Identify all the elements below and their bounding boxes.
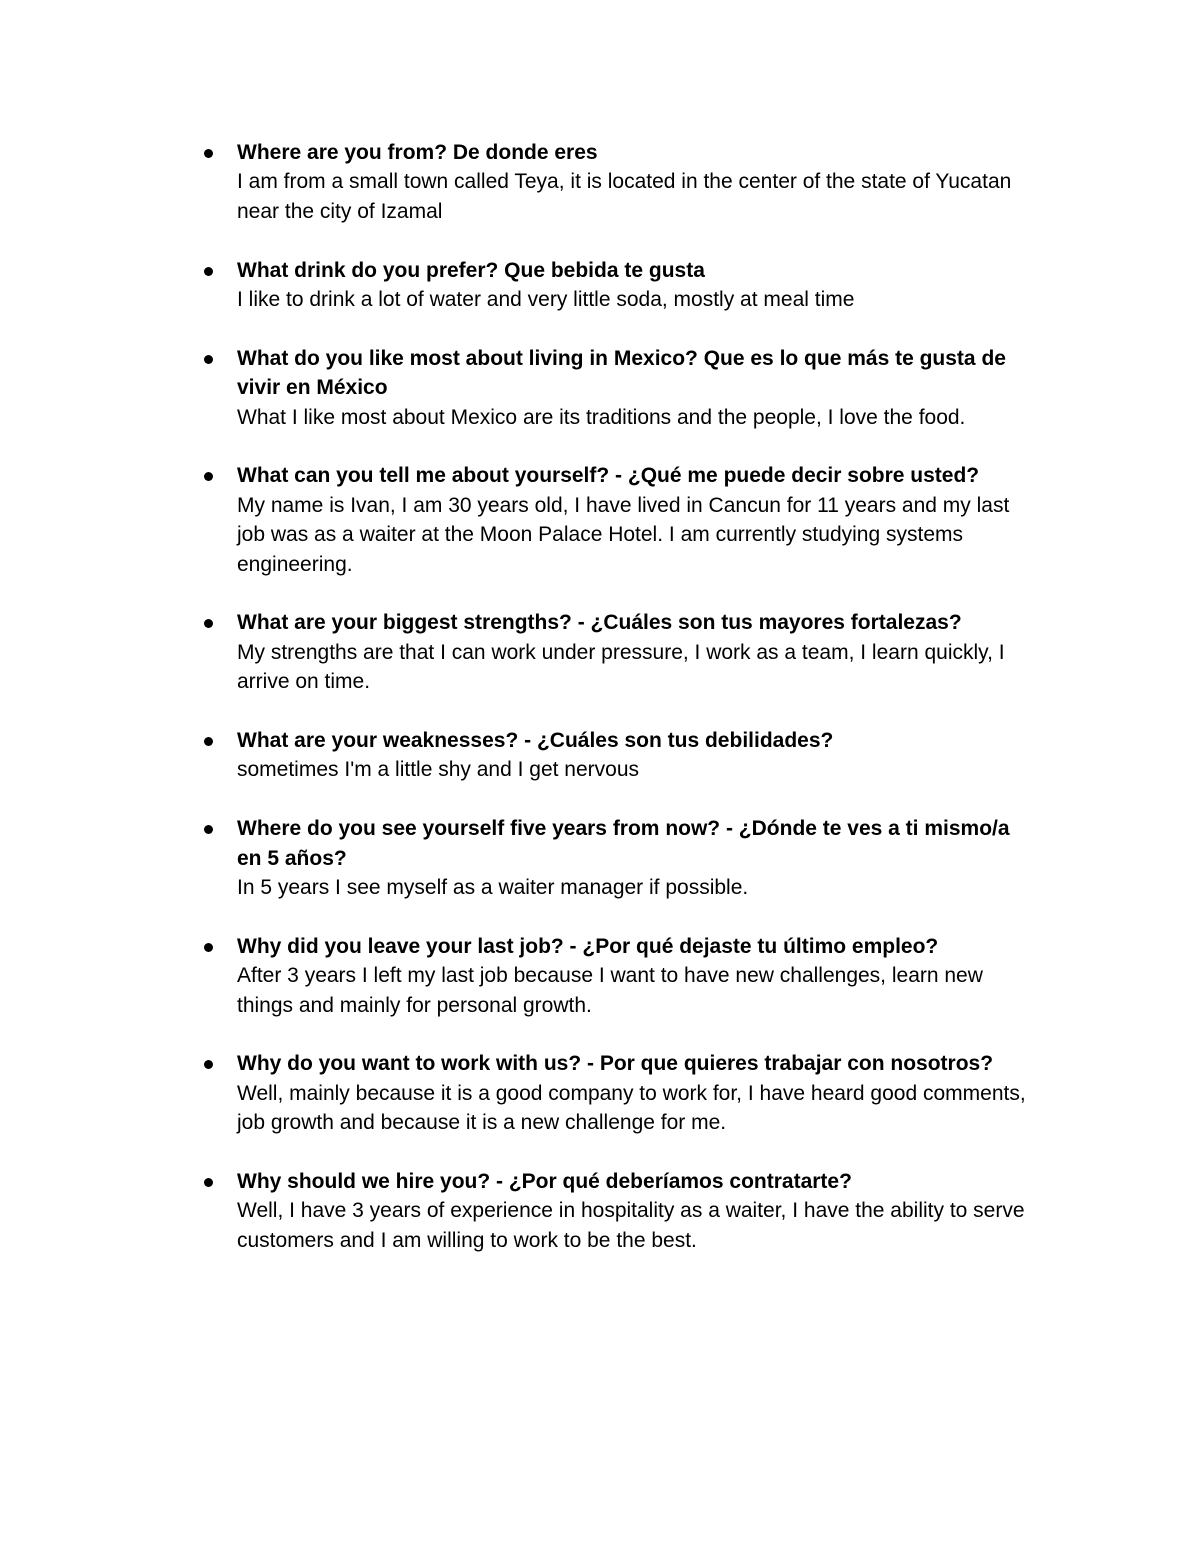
bullet-icon	[204, 1178, 213, 1187]
bullet-icon	[204, 149, 213, 158]
question-text: Why did you leave your last job? - ¿Por qué dejaste tu último empleo?	[237, 934, 939, 958]
bullet-icon	[204, 472, 213, 481]
question-text: What are your weaknesses? - ¿Cuáles son tus debilidades?	[237, 729, 834, 753]
answer-text: Well, I have 3 years of experience in hospitality as a waiter, I have the ability to serve customers and I am willing to work to be the best.	[237, 1199, 1025, 1252]
question-text: What can you tell me about yourself? - ¿Qué me puede decir sobre usted?	[237, 464, 980, 488]
list-item	[237, 138, 1037, 226]
bullet-icon	[204, 825, 213, 834]
list-item	[237, 726, 1037, 785]
question-text: Where are you from? De donde eres	[237, 141, 598, 164]
answer-text: In 5 years I see myself as a waiter manager if possible.	[237, 876, 749, 900]
answer-text: After 3 years I left my last job because I want to have new challenges, learn new things and mainly for personal growth.	[237, 964, 983, 1017]
bullet-icon	[204, 737, 213, 746]
question-list	[237, 138, 1037, 1285]
list-item	[237, 461, 1037, 579]
answer-text: Well, mainly because it is a good company to work for, I have heard good comments, job growth and because it is a new challenge for me.	[237, 1081, 1026, 1135]
bullet-icon	[204, 267, 213, 276]
question-text: What are your biggest strengths? - ¿Cuáles son tus mayores fortalezas?	[237, 611, 962, 635]
answer-text: I am from a small town called Teya, it is located in the center of the state of Yucatan near the city of Izamal	[237, 170, 1012, 223]
answer-text: What I like most about Mexico are its traditions and the people, I love the food.	[237, 405, 966, 429]
bullet-icon	[204, 355, 213, 364]
list-item	[237, 344, 1037, 432]
bullet-icon	[204, 619, 213, 628]
question-text: What drink do you prefer? Que bebida te gusta	[237, 258, 705, 282]
question-text: Why do you want to work with us? - Por que quieres trabajar con nosotros?	[237, 1052, 994, 1076]
answer-text: I like to drink a lot of water and very little soda, mostly at meal time	[237, 288, 855, 312]
answer-text: My name is Ivan, I am 30 years old, I have lived in Cancun for 11 years and my last job was as a waiter at the Moon Palace Hotel. I am currently studying systems engineering.	[237, 493, 1010, 576]
answer-text: My strengths are that I can work under pressure, I work as a team, I learn quickly, I arrive on time.	[237, 640, 1005, 694]
question-text: What do you like most about living in Mexico? Que es lo que más te gusta de vivir en México	[237, 346, 1006, 400]
list-item	[237, 814, 1037, 902]
question-text: Where do you see yourself five years from now? - ¿Dónde te ves a ti mismo/a en 5 años?	[237, 817, 1010, 870]
bullet-icon	[204, 943, 213, 952]
list-item	[237, 256, 1037, 315]
list-item	[237, 1167, 1037, 1255]
question-text: Why should we hire you? - ¿Por qué deberíamos contratarte?	[237, 1170, 852, 1194]
list-item	[237, 608, 1037, 696]
bullet-icon	[204, 1060, 213, 1069]
answer-text: sometimes I'm a little shy and I get nervous	[237, 758, 640, 782]
list-item	[237, 1049, 1037, 1137]
list-item	[237, 932, 1037, 1020]
